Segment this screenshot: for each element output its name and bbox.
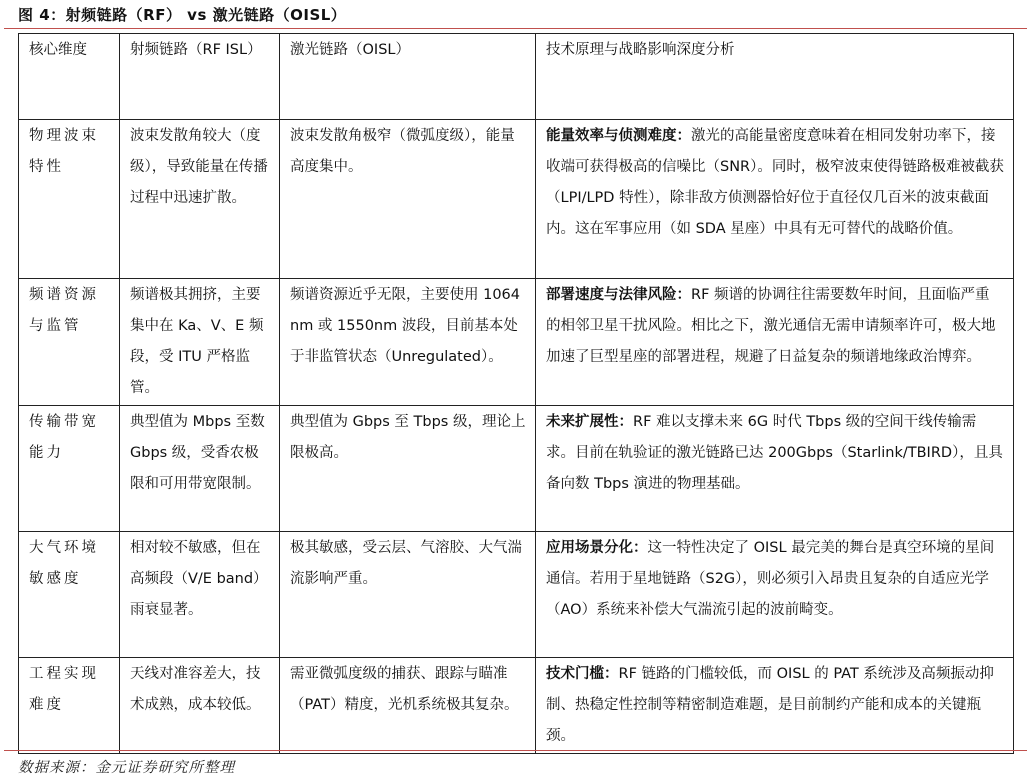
header-dimension: 核心维度 [19,34,120,120]
row-rf: 天线对准容差大，技术成熟，成本较低。 [120,658,280,754]
row-analysis [536,658,1014,754]
analysis-lead: 未来扩展性： [546,414,633,430]
analysis-text: RF 链路的门槛较低，而 OISL 的 PAT 系统涉及高频振动抑制、热稳定性控制等精密制造难题，是目前制约产能和成本的关键瓶颈。 [546,666,994,744]
row-analysis [536,406,1014,532]
row-rf: 波束发散角较大（度级），导致能量在传播过程中迅速扩散。 [120,120,280,279]
row-rf: 相对较不敏感，但在高频段（V/E band）雨衰显著。 [120,532,280,658]
top-rule [4,28,1027,29]
table-row [19,120,1014,279]
analysis-text: 激光的高能量密度意味着在相同发射功率下，接收端可获得极高的信噪比（SNR）。同时，极窄波束使得链路极难被截获（LPI/LPD 特性），除非敌方侦测器恰好位于直径仅几百米的波束截面内。这在军事应用（如 SDA 星座）中具有无可替代的战略价值。 [546,128,1004,237]
comparison-table [18,33,1014,754]
row-rf: 频谱极其拥挤，主要集中在 Ka、V、E 频段，受 ITU 严格监管。 [120,279,280,406]
table-row [19,532,1014,658]
row-oisl: 典型值为 Gbps 至 Tbps 级，理论上限极高。 [280,406,536,532]
bottom-rule [4,750,1027,751]
table-row [19,658,1014,754]
analysis-text: RF 难以支撑未来 6G 时代 Tbps 级的空间干线传输需求。目前在轨验证的激光链路已达 200Gbps（Starlink/TBIRD），且具备向数 Tbps 演进的物理基础。 [546,414,1003,492]
row-oisl: 波束发散角极窄（微弧度级），能量高度集中。 [280,120,536,279]
source-note: 数据来源：金元证券研究所整理 [18,760,235,776]
row-dimension: 频谱资源与监管 [19,279,120,406]
row-analysis [536,532,1014,658]
analysis-text: RF 频谱的协调往往需要数年时间，且面临严重的相邻卫星干扰风险。相比之下，激光通信无需申请频率许可，极大地加速了巨型星座的部署进程，规避了日益复杂的频谱地缘政治博弈。 [546,287,996,365]
analysis-text: 这一特性决定了 OISL 最完美的舞台是真空环境的星间通信。若用于星地链路（S2G），则必须引入昂贵且复杂的自适应光学（AO）系统来补偿大气湍流引起的波前畸变。 [546,540,995,618]
row-analysis [536,120,1014,279]
row-dimension: 传输带宽能力 [19,406,120,532]
row-dimension: 物理波束特性 [19,120,120,279]
row-analysis [536,279,1014,406]
row-dimension: 大气环境敏感度 [19,532,120,658]
row-rf: 典型值为 Mbps 至数 Gbps 级，受香农极限和可用带宽限制。 [120,406,280,532]
analysis-lead: 部署速度与法律风险： [546,287,691,303]
analysis-lead: 应用场景分化： [546,540,648,556]
analysis-lead: 能量效率与侦测难度： [546,128,691,144]
row-dimension: 工程实现难度 [19,658,120,754]
row-oisl: 需亚微弧度级的捕获、跟踪与瞄准（PAT）精度，光机系统极其复杂。 [280,658,536,754]
header-oisl: 激光链路（OISL） [280,34,536,120]
analysis-lead: 技术门槛： [546,666,619,682]
row-oisl: 频谱资源近乎无限，主要使用 1064nm 或 1550nm 波段，目前基本处于非监管状态（Unregulated）。 [280,279,536,406]
table-row [19,406,1014,532]
header-analysis: 技术原理与战略影响深度分析 [536,34,1014,120]
figure-title: 图 4：射频链路（RF） vs 激光链路（OISL） [18,6,347,24]
row-oisl: 极其敏感，受云层、气溶胶、大气湍流影响严重。 [280,532,536,658]
table-row [19,279,1014,406]
header-rf: 射频链路（RF ISL） [120,34,280,120]
header-row [19,34,1014,120]
